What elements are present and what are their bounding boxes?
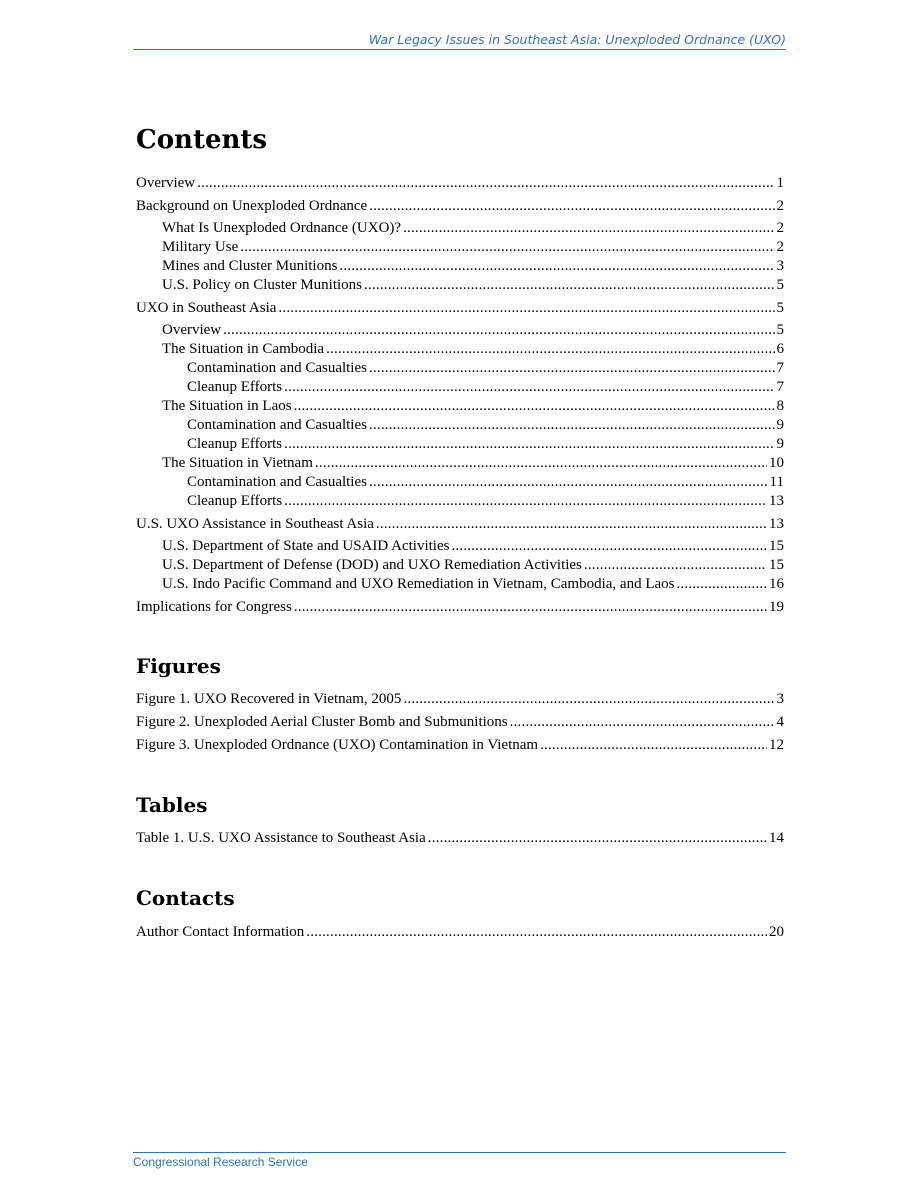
toc-entry-text: U.S. Indo Pacific Command and UXO Remediation in Vietnam, Cambodia, and Laos [162, 576, 675, 592]
toc-page-number: 15 [769, 538, 784, 554]
dot-leader [278, 299, 774, 317]
dot-leader [376, 515, 767, 533]
toc-entry-text: U.S. Department of Defense (DOD) and UXO Remediation Activities [162, 557, 582, 573]
toc-entry-text: U.S. UXO Assistance in Southeast Asia [136, 516, 374, 532]
dot-leader [403, 219, 774, 237]
toc-page-number: 2 [776, 220, 784, 236]
toc-page-number: 3 [776, 691, 784, 707]
toc-page-number: 13 [769, 493, 784, 509]
toc-entry-text: Cleanup Efforts [187, 436, 283, 452]
toc-entry-text: Figure 2. Unexploded Aerial Cluster Bomb and Submunitions [136, 714, 508, 730]
figure-entry[interactable] [136, 690, 784, 708]
dot-leader [339, 257, 774, 275]
toc-page-number: 19 [769, 599, 784, 615]
toc-entry-text: Cleanup Efforts [187, 493, 283, 509]
toc-entry[interactable] [162, 257, 784, 275]
toc-entry[interactable] [162, 276, 784, 294]
dot-leader [584, 556, 767, 574]
toc-entry[interactable] [136, 598, 784, 616]
dot-leader [294, 598, 767, 616]
toc-entry-text: Overview [136, 175, 196, 191]
toc-entry[interactable] [187, 492, 784, 510]
toc-page-number: 10 [769, 455, 784, 471]
toc-page-number: 9 [776, 436, 784, 452]
toc-entry[interactable] [136, 515, 784, 533]
dot-leader [294, 397, 775, 415]
toc-entry-text: Author Contact Information [136, 924, 305, 940]
dot-leader [369, 473, 768, 491]
toc-page-number: 14 [769, 830, 784, 846]
dot-leader [240, 238, 774, 256]
toc-entry[interactable] [187, 378, 784, 396]
dot-leader [284, 378, 774, 396]
toc-entry[interactable] [136, 197, 784, 215]
dot-leader [326, 340, 774, 358]
toc-entry[interactable] [162, 238, 784, 256]
toc-page-number: 11 [769, 474, 784, 490]
toc-entry-text: What Is Unexploded Ordnance (UXO)? [162, 220, 402, 236]
dot-leader [284, 492, 767, 510]
running-header: War Legacy Issues in Southeast Asia: Unexploded Ordnance (UXO) [133, 32, 786, 50]
toc-entry[interactable] [162, 321, 784, 339]
toc-page-number: 9 [776, 417, 784, 433]
dot-leader [369, 197, 774, 215]
figure-entry[interactable] [136, 713, 784, 731]
toc-page-number: 4 [776, 714, 784, 730]
toc-entry[interactable] [162, 537, 784, 555]
toc-entry-text: The Situation in Laos [162, 398, 292, 414]
running-footer: Congressional Research Service [133, 1152, 786, 1170]
tables-heading: Tables [136, 793, 208, 817]
toc-entry[interactable] [162, 454, 784, 472]
dot-leader [510, 713, 775, 731]
contacts-heading: Contacts [136, 886, 235, 910]
dot-leader [451, 537, 767, 555]
table-entry[interactable] [136, 829, 784, 847]
dot-leader [540, 736, 767, 754]
toc-page-number: 16 [769, 576, 784, 592]
toc-entry[interactable] [136, 174, 784, 192]
toc-entry-text: Contamination and Casualties [187, 417, 367, 433]
toc-page-number: 6 [776, 341, 784, 357]
toc-page-number: 7 [776, 360, 784, 376]
toc-page-number: 13 [769, 516, 784, 532]
toc-entry-text: Military Use [162, 239, 239, 255]
toc-page-number: 5 [776, 300, 784, 316]
toc-entry-text: The Situation in Vietnam [162, 455, 313, 471]
toc-entry-text: U.S. Department of State and USAID Activities [162, 538, 450, 554]
toc-entry[interactable] [187, 435, 784, 453]
dot-leader [284, 435, 774, 453]
toc-page-number: 8 [776, 398, 784, 414]
toc-page-number: 1 [776, 175, 784, 191]
toc-entry[interactable] [162, 219, 784, 237]
toc-entry[interactable] [162, 397, 784, 415]
toc-entry-text: Contamination and Casualties [187, 474, 367, 490]
contents-heading: Contents [136, 125, 268, 155]
dot-leader [197, 174, 774, 192]
toc-entry[interactable] [187, 473, 784, 491]
contact-entry[interactable] [136, 923, 784, 941]
toc-page-number: 20 [769, 924, 784, 940]
toc-entry[interactable] [162, 340, 784, 358]
toc-entry[interactable] [136, 299, 784, 317]
dot-leader [306, 923, 767, 941]
dot-leader [315, 454, 767, 472]
toc-page-number: 2 [776, 198, 784, 214]
toc-entry[interactable] [187, 416, 784, 434]
dot-leader [428, 829, 767, 847]
dot-leader [369, 359, 775, 377]
toc-page-number: 2 [776, 239, 784, 255]
toc-entry-text: Overview [162, 322, 222, 338]
toc-entry-text: Figure 1. UXO Recovered in Vietnam, 2005 [136, 691, 402, 707]
dot-leader [364, 276, 774, 294]
dot-leader [369, 416, 775, 434]
toc-entry-text: Figure 3. Unexploded Ordnance (UXO) Contamination in Vietnam [136, 737, 539, 753]
dot-leader [403, 690, 774, 708]
dot-leader [676, 575, 767, 593]
figures-heading: Figures [136, 654, 221, 678]
toc-page-number: 15 [769, 557, 784, 573]
toc-entry-text: Mines and Cluster Munitions [162, 258, 338, 274]
toc-entry[interactable] [187, 359, 784, 377]
toc-page-number: 7 [776, 379, 784, 395]
toc-page-number: 5 [776, 277, 784, 293]
toc-entry[interactable] [162, 575, 784, 593]
dot-leader [223, 321, 774, 339]
toc-page-number: 3 [776, 258, 784, 274]
figure-entry[interactable] [136, 736, 784, 754]
toc-entry-text: Background on Unexploded Ordnance [136, 198, 368, 214]
toc-entry-text: U.S. Policy on Cluster Munitions [162, 277, 363, 293]
toc-entry-text: UXO in Southeast Asia [136, 300, 277, 316]
toc-entry-text: The Situation in Cambodia [162, 341, 325, 357]
toc-entry-text: Contamination and Casualties [187, 360, 367, 376]
toc-entry-text: Table 1. U.S. UXO Assistance to Southeast Asia [136, 830, 426, 846]
toc-entry-text: Implications for Congress [136, 599, 292, 615]
toc-entry-text: Cleanup Efforts [187, 379, 283, 395]
toc-entry[interactable] [162, 556, 784, 574]
toc-page-number: 12 [769, 737, 784, 753]
toc-page-number: 5 [776, 322, 784, 338]
